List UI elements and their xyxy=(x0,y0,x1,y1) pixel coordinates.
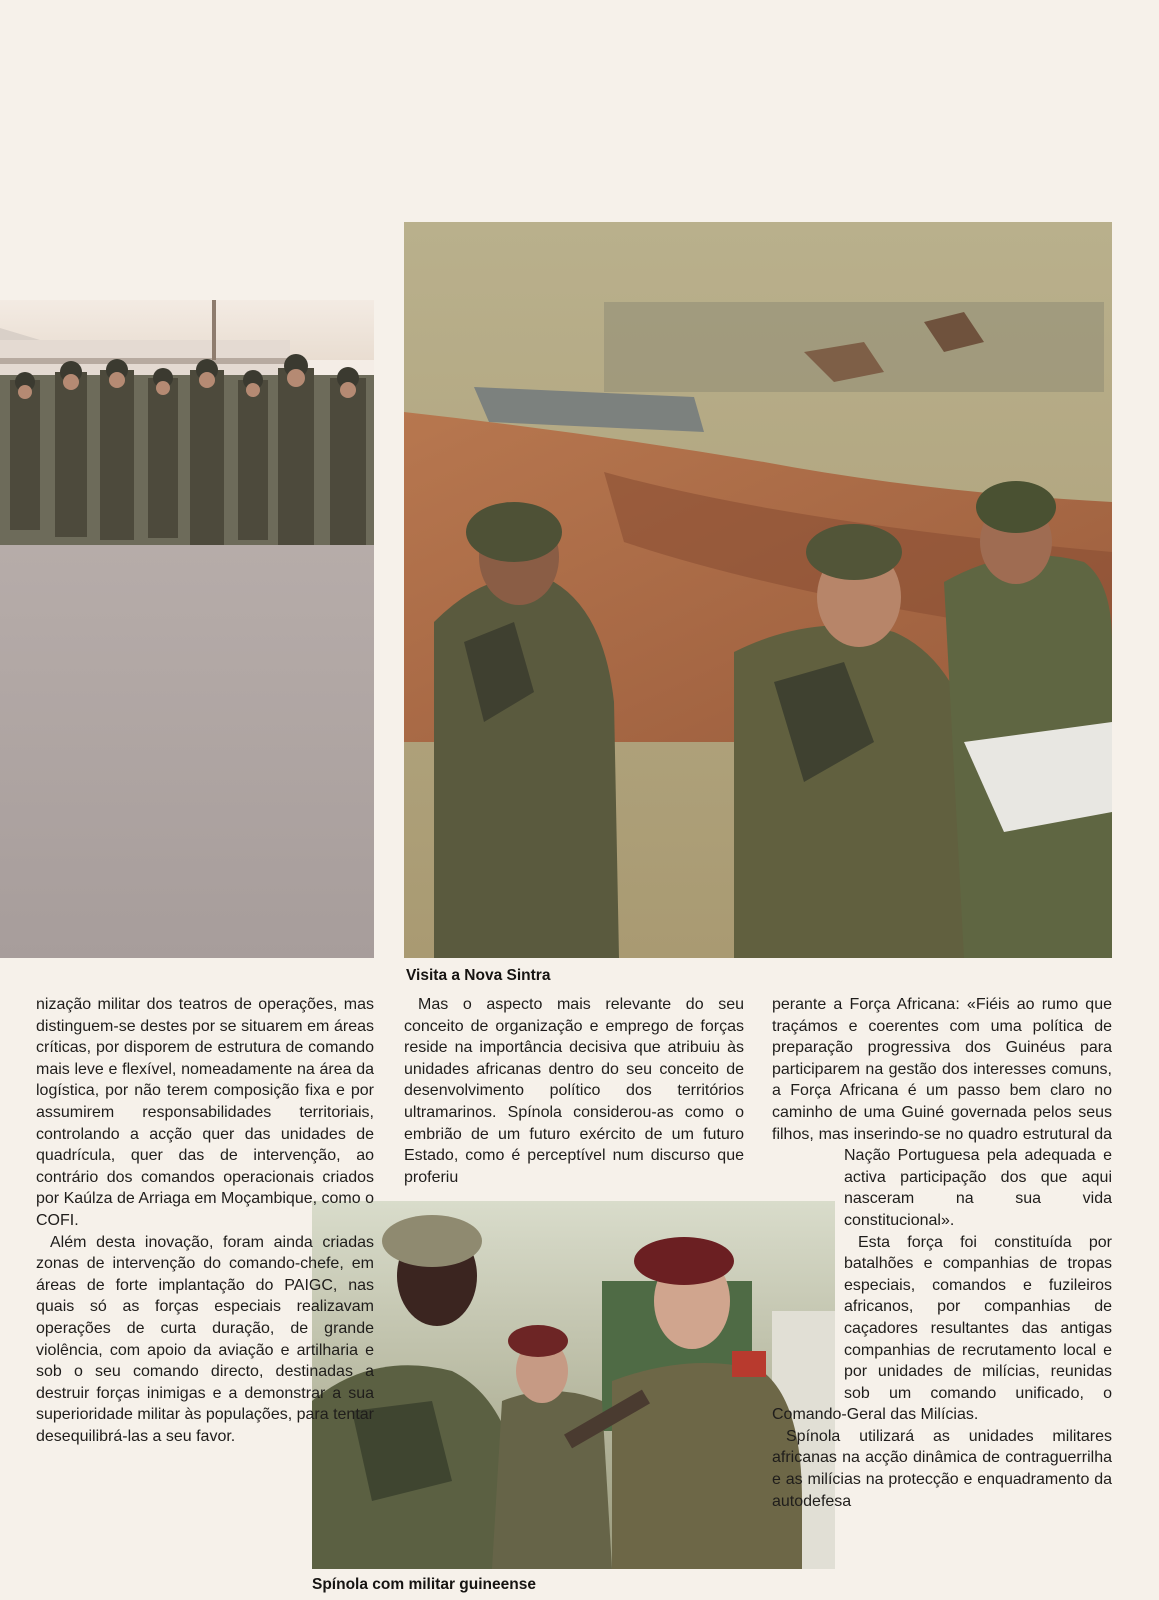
paragraph: perante a Força Africana: «Fiéis ao rumo que traçámos e coerentes com uma política de preparação progressiva dos Guinéus para participarem na gestão dos interesses comuns, a Força Africana é um passo bem claro no caminho de uma Guiné governada pelos seus filhos, mas inserindo-se no quadro estrutural da Nação Portuguesa pela adequada e activa participação dos que aqui nasceram na sua vida constitucional». xyxy=(772,996,1112,1229)
caption-visit-nova-sintra: Visita a Nova Sintra xyxy=(406,967,551,984)
text-column-3 xyxy=(772,994,1112,1512)
paragraph: nização militar dos teatros de operações, mas distinguem-se destes por se situarem em áreas críticas, por disporem de estrutura de comando mais leve e flexível, nomeadamente na área da logística, por não terem composição fixa e por assumirem responsabilidades territoriais, controlando a acção quer das unidades de quadrícula, quer das de intervenção, ao contrário dos comandos operacionais criados por Kaúlza de Arriaga em Moçambique, como o COFI. xyxy=(36,996,374,1229)
paragraph: Spínola utilizará as unidades militares africanas na acção dinâmica de contraguerrilha e as milícias na protecção e enquadramento da autodefesa xyxy=(772,1427,1112,1510)
caption-spinola-guinean-soldier: Spínola com militar guineense xyxy=(312,1576,536,1593)
paragraph: Esta força foi constituída por batalhões e companhias de tropas especiais, comandos e fuzileiros africanos, por companhias de caçadores resultantes das antigas companhias de recrutamento local e por unidades de milícias, reunidas sob um comando unificado, o Comando-Geral das Milícias. xyxy=(772,1233,1112,1424)
photo-spinola-guinean-soldier xyxy=(312,1201,835,1569)
text-column-2 xyxy=(404,994,744,1188)
paragraph: Mas o aspecto mais relevante do seu conceito de organização e emprego de forças reside na importância decisiva que atribuiu às unidades africanas dentro do seu conceito de desenvolvimento político dos territórios ultramarinos. Spínola considerou-as como o embrião de um futuro exército de um futuro Estado, como é perceptível num discurso que proferiu xyxy=(404,996,744,1186)
paragraph: Além desta inovação, foram ainda criadas zonas de intervenção do comando-chefe, em áreas de forte implantação do PAIGC, nas quais só as forças especiais realizavam operações de curta duração, de grande violência, com apoio da aviação e artilharia e sob o seu comando directo, destinadas a destruir forças inimigas e a demonstrar a sua superioridade militar às populações, para tentar desequilibrá-las a seu favor. xyxy=(36,1233,374,1445)
photo-soldiers-formation xyxy=(0,300,374,958)
photo-visit-nova-sintra xyxy=(404,222,1112,958)
text-column-1 xyxy=(36,994,374,1447)
